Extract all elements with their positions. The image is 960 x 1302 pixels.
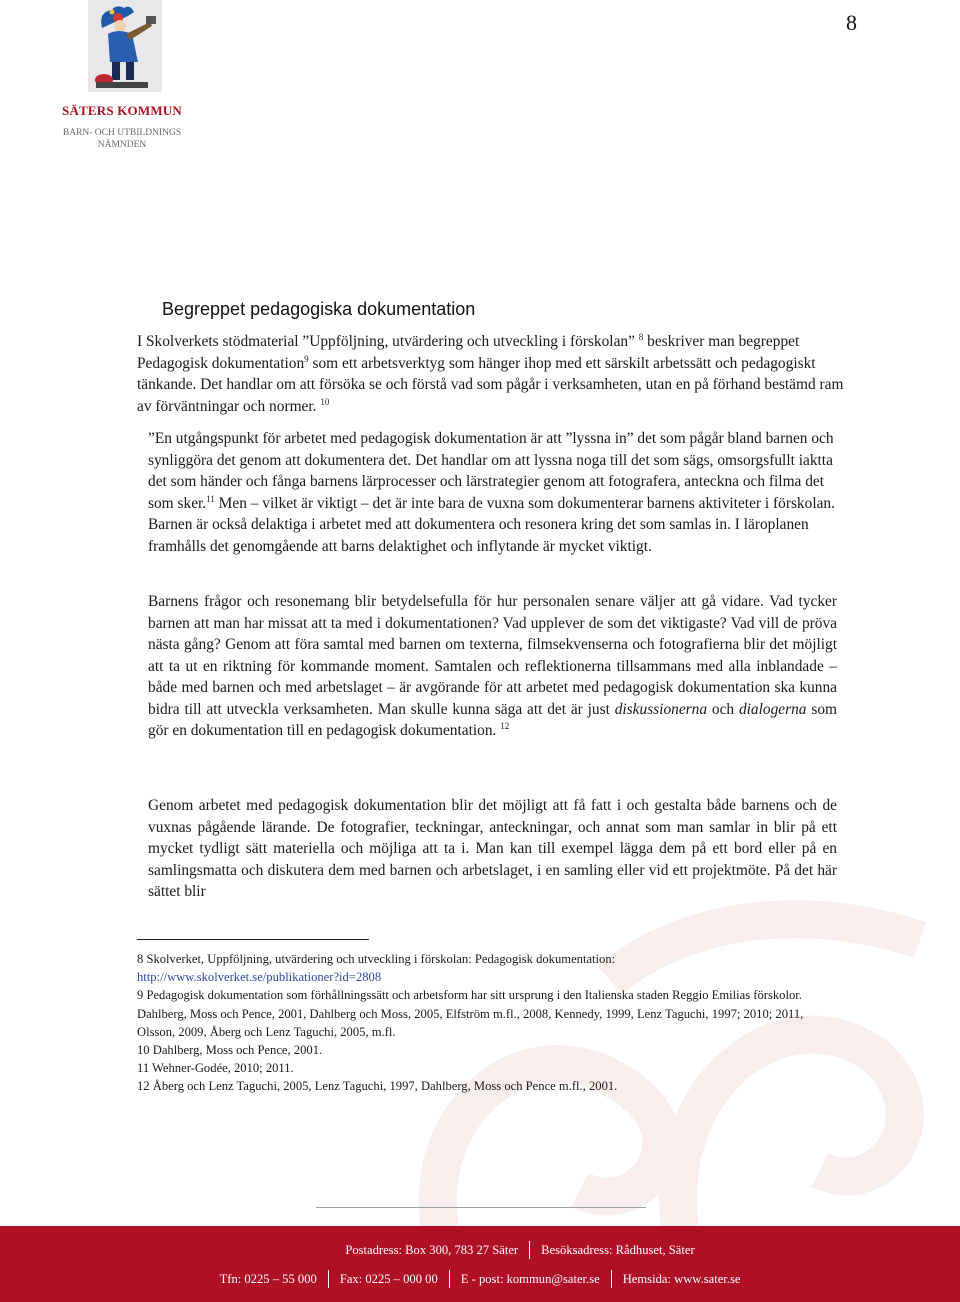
- body-paragraph-4: Genom arbetet med pedagogisk dokumentation blir det möjligt att få fatt i och gestalta både barnens och de vuxnas pågående lärande. De fotografier, teckningar, anteckningar, och annat som man samlar in blir på ett mycket tydligt sätt materiella och möjliga att ta i. Man kan till exempel lägga dem på ett bord eller på en samlingsmatta och diskutera dem med barnen och arbetslaget, i en samling eller vid ett projektmöte. På det här sättet blir: [148, 797, 837, 900]
- footnote-12: 12 Åberg och Lenz Taguchi, 2005, Lenz Taguchi, 1997, Dahlberg, Moss och Pence m.fl., 2001.: [137, 1079, 618, 1094]
- footer-contact-row: [0, 1270, 960, 1288]
- footer-separator: [449, 1270, 450, 1288]
- footer-separator: [529, 1241, 530, 1259]
- paragraph-text: Men – vilket är viktigt – det är inte bara de vuxna som dokumenterar barnens aktiviteter i förskolan. Barnen är också delaktiga i arbetet med att dokumentera och resonera kring det som samlas in. I läroplanen framhålls det genomgående att barns delaktighet och inflytande är mycket viktigt.: [148, 494, 835, 555]
- paragraph-text: Barnens frågor och resonemang blir betydelsefulla för hur personalen senare väljer att gå vidare. Vad tycker barnen att man har missat att ta med i dokumentationen? Vad upplever de som det viktigaste? Vad vill de pröva nästa gång? Genom att föra samtal med barnen om texterna, filmsekvenserna och fotografierna blir det möjligt att ta ut en riktning för kommande moment. Samtalen och reflektionerna tillsammans med alla inblandade – både med barnen och med arbetslaget – är avgörande för att arbetet med pedagogisk dokumentation ska kunna bidra till att utveckla verksamheten. Man skulle kunna säga att det är just: [148, 593, 837, 718]
- footer-separator: [611, 1270, 612, 1288]
- paragraph-text: I Skolverkets stödmaterial ”Uppföljning, utvärdering och utveckling i förskolan”: [137, 333, 639, 350]
- paragraph-text: beskriver man begreppet Pedagogisk dokumentation: [137, 333, 800, 372]
- emphasis-text: diskussionerna: [614, 700, 708, 718]
- body-paragraph-3: [148, 591, 837, 742]
- quote-paragraph: [148, 428, 838, 557]
- footnote-divider: [137, 939, 369, 940]
- footer-website[interactable]: Hemsida: www.sater.se: [622, 1271, 741, 1286]
- footer-bar: [0, 1226, 960, 1302]
- emphasis-text: dialogerna: [738, 700, 807, 718]
- footnote-ref: 11: [206, 493, 215, 504]
- footer-divider: [316, 1207, 646, 1208]
- footnote-9: 9 Pedagogisk dokumentation som förhållningssätt och arbetsform har sitt ursprung i den Italienska staden Reggio Emilias förskolor. Dahlberg, Moss och Pence, 2001, Dahlberg och Moss, 2005, Elfström m.fl., 2008, Kennedy, 1999, Lenz Taguchi, 1997; 2010; 2011, Olsson, 2009, Åberg och Lenz Taguchi, 2005, m.fl.: [137, 988, 804, 1039]
- footer-address-row: [0, 1241, 960, 1259]
- paragraph-text: och: [707, 700, 739, 718]
- footnote-8: 8 Skolverket, Uppföljning, utvärdering och utveckling i förskolan: Pedagogisk dokumentation:: [137, 952, 616, 966]
- footnote-ref: 10: [320, 396, 330, 407]
- paragraph-text: ”En utgångspunkt för arbetet med pedagogisk dokumentation är att ”lyssna in” det som pågår bland barnen och synliggöra det genom att dokumentera det. Det handlar om att lyssna noga till det som sägs, omsorgsfullt iaktta det som händer och fånga barnens lärprocesser och lärstrategier genom att fotografera, anteckna och filma det som sker.: [148, 430, 834, 512]
- footer-separator: [328, 1270, 329, 1288]
- municipal-coat-of-arms-logo: [88, 0, 162, 92]
- section-heading: Begreppet pedagogiska dokumentation: [162, 299, 476, 319]
- paragraph-text: som ett arbetsverktyg som hänger ihop med ett särskilt arbetssätt och pedagogiskt tänkande. Det handlar om att försöka se och förstå vad som pågår i verksamheten, utan en på förhand bestämd ram av förväntningar och normer.: [137, 354, 844, 415]
- footnotes: [137, 950, 827, 1096]
- body-paragraph-1: [137, 331, 849, 417]
- page-number: 8: [846, 10, 857, 35]
- footer-postal-address: Postadress: Box 300, 783 27 Säter: [345, 1242, 519, 1257]
- footer-fax: Fax: 0225 – 000 00: [339, 1271, 438, 1286]
- footnote-10: 10 Dahlberg, Moss och Pence, 2001.: [137, 1043, 323, 1058]
- organization-name: SÄTERS KOMMUN: [62, 103, 182, 118]
- footnote-ref: 8: [638, 332, 644, 342]
- footnote-11: 11 Wehner-Godée, 2010; 2011.: [137, 1061, 294, 1076]
- footnote-ref: 12: [500, 721, 510, 731]
- footer-visit-address: Besöksadress: Rådhuset, Säter: [541, 1242, 695, 1257]
- footnote-ref: 9: [304, 353, 309, 364]
- footnote-8-link[interactable]: http://www.skolverket.se/publikationer?id=2808: [137, 970, 382, 985]
- footer-phone: Tfn: 0225 – 55 000: [219, 1271, 317, 1286]
- organization-department: BARN- OCH UTBILDNINGS NÄMNDEN: [62, 128, 182, 150]
- paragraph-text: som gör en dokumentation till en pedagogisk dokumentation.: [148, 700, 837, 739]
- footer-email[interactable]: E - post: kommun@sater.se: [460, 1271, 600, 1286]
